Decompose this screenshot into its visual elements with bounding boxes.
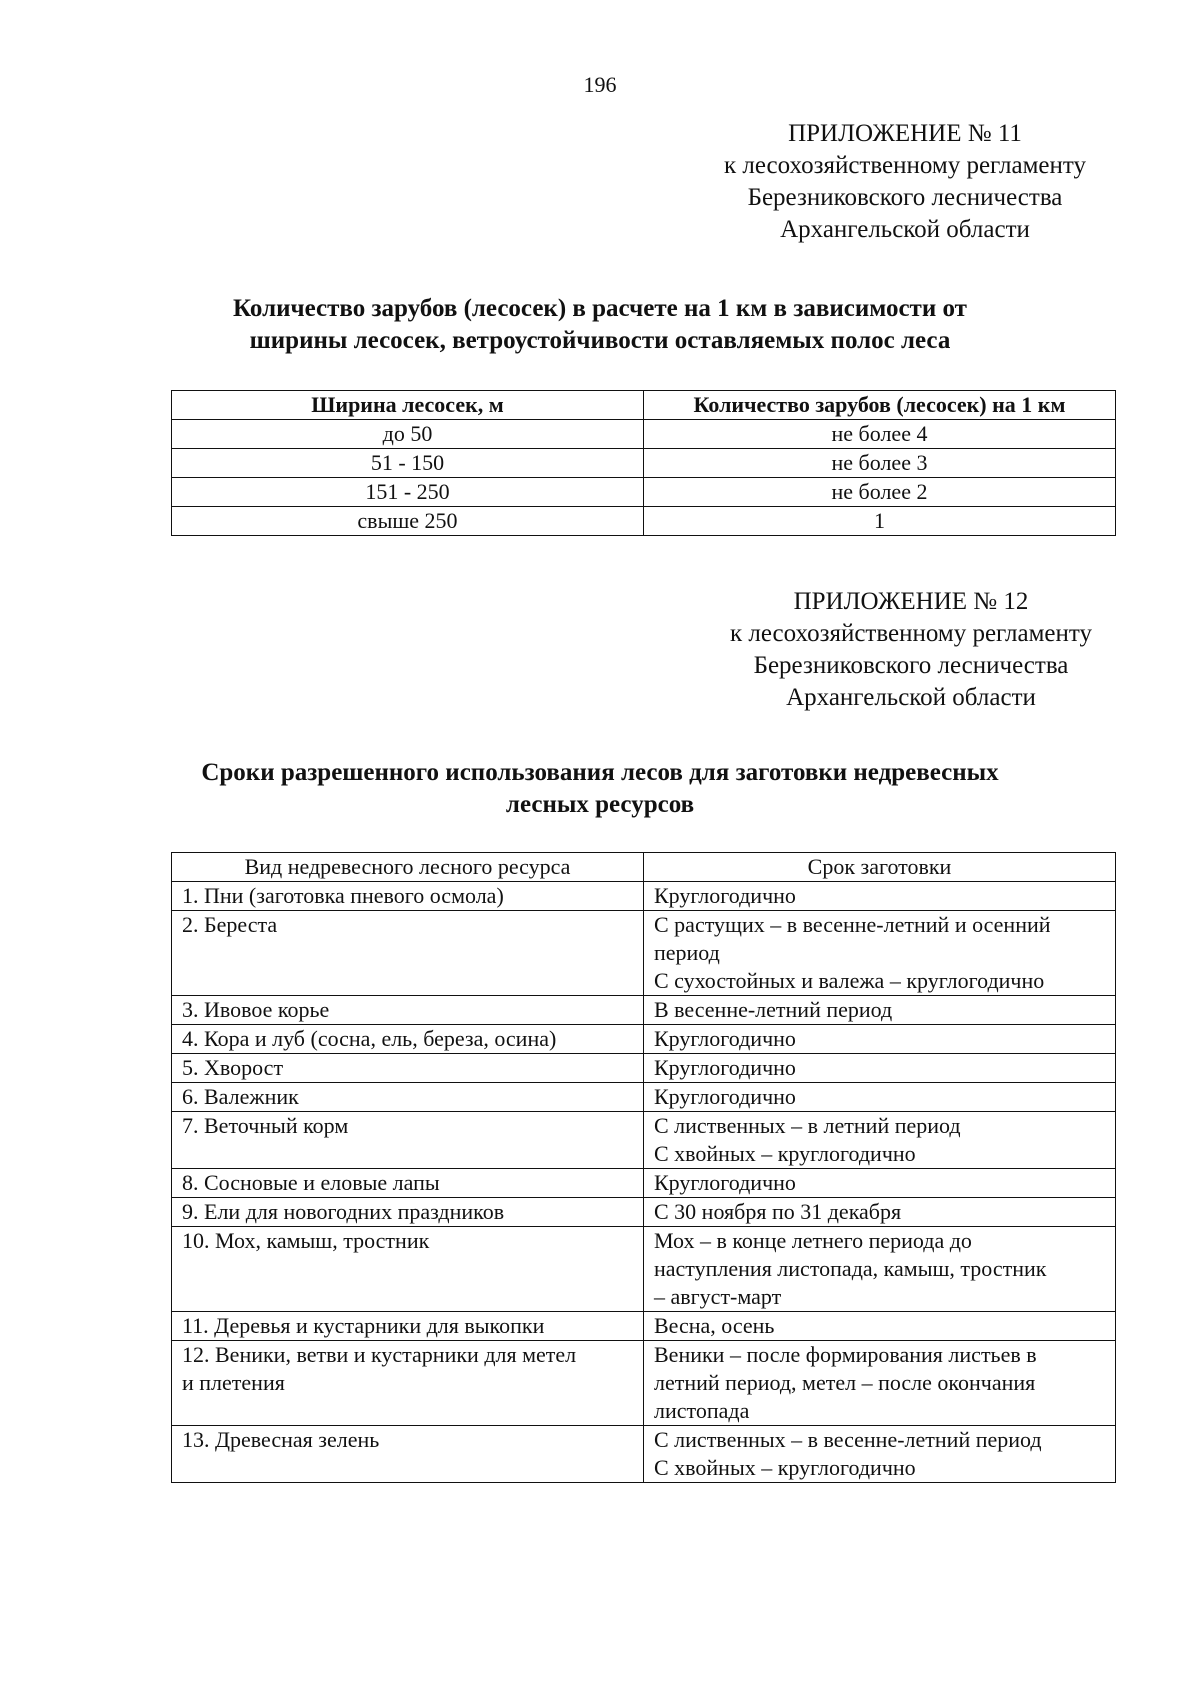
resource-cell: [172, 1341, 644, 1426]
appendix-11-line: Архангельской области: [780, 216, 1030, 243]
resource-cell-line: 7. Веточный корм: [182, 1113, 349, 1138]
table-row: [172, 1312, 1116, 1341]
resource-cell: [172, 882, 644, 911]
resource-cell: [172, 911, 644, 996]
period-cell-line: С растущих – в весенне-летний и осенний: [654, 912, 1051, 937]
period-cell-line: Круглогодично: [654, 1170, 796, 1195]
period-cell-line: летний период, метел – после окончания: [654, 1370, 1036, 1395]
table-row: [172, 1198, 1116, 1227]
table-row: [172, 420, 1116, 449]
appendix-11-line: к лесохозяйственному регламенту: [723, 152, 1087, 179]
resource-cell-line: 6. Валежник: [182, 1084, 299, 1109]
count-cell: не более 3: [644, 449, 1116, 478]
section-2-title: [150, 757, 1050, 821]
column-header-resource: Вид недревесного лесного ресурса: [172, 853, 644, 882]
period-cell-line: листопада: [654, 1398, 750, 1423]
table-row: [172, 1426, 1116, 1483]
section-2-title-line: лесных ресурсов: [505, 791, 695, 818]
period-cell-line: Круглогодично: [654, 1084, 796, 1109]
period-cell-line: В весенне-летний период: [654, 997, 893, 1022]
period-cell-line: С лиственных – в весенне-летний период: [654, 1427, 1042, 1452]
column-header-period: Срок заготовки: [644, 853, 1116, 882]
period-cell: [644, 1426, 1116, 1483]
period-cell-line: – август-март: [654, 1284, 782, 1309]
resource-cell: [172, 996, 644, 1025]
appendix-11-line: Березниковского лесничества: [747, 184, 1063, 211]
table-row: [172, 449, 1116, 478]
table-row: [172, 1169, 1116, 1198]
resource-cell: [172, 1312, 644, 1341]
section-1-title: [150, 293, 1050, 357]
appendix-12-header: [696, 586, 1126, 714]
period-cell: [644, 1198, 1116, 1227]
resource-cell-line: 1. Пни (заготовка пневого осмола): [182, 883, 504, 908]
period-cell-line: наступления листопада, камыш, тростник: [654, 1256, 1047, 1281]
table-row: [172, 1227, 1116, 1312]
column-header-width: Ширина лесосек, м: [172, 391, 644, 420]
table-row: [172, 1112, 1116, 1169]
resource-cell-line: и плетения: [182, 1370, 285, 1395]
table-row: [172, 507, 1116, 536]
period-cell-line: С лиственных – в летний период: [654, 1113, 961, 1138]
period-cell: [644, 1169, 1116, 1198]
section-1-title-line: ширины лесосек, ветроустойчивости оставляемых полос леса: [249, 327, 951, 354]
resource-cell-line: 8. Сосновые и еловые лапы: [182, 1170, 440, 1195]
table-body: [172, 882, 1116, 1483]
table-row: [172, 1054, 1116, 1083]
resource-cell-line: 4. Кора и луб (сосна, ель, береза, осина): [182, 1026, 557, 1051]
table-row: [172, 996, 1116, 1025]
resource-cell: [172, 1054, 644, 1083]
resource-cell: [172, 1227, 644, 1312]
count-cell: не более 2: [644, 478, 1116, 507]
appendix-12-line: к лесохозяйственному регламенту: [729, 620, 1093, 647]
width-cell: до 50: [172, 420, 644, 449]
appendix-12-title: ПРИЛОЖЕНИЕ № 12: [793, 588, 1029, 615]
section-2-title-line: Сроки разрешенного использования лесов для заготовки недревесных: [201, 759, 999, 786]
period-cell: [644, 1112, 1116, 1169]
period-cell-line: Мох – в конце летнего периода до: [654, 1228, 972, 1253]
table-header-row: [172, 391, 1116, 420]
period-cell-line: Круглогодично: [654, 883, 796, 908]
resource-cell: [172, 1083, 644, 1112]
resource-cell-line: 3. Ивовое корье: [182, 997, 330, 1022]
period-cell-line: С хвойных – круглогодично: [654, 1455, 916, 1480]
column-header-count: Количество зарубов (лесосек) на 1 км: [644, 391, 1116, 420]
resource-cell: [172, 1025, 644, 1054]
table-row: [172, 882, 1116, 911]
width-cell: 51 - 150: [172, 449, 644, 478]
period-cell-line: С сухостойных и валежа – круглогодично: [654, 968, 1045, 993]
section-1-title-line: Количество зарубов (лесосек) в расчете на 1 км в зависимости от: [233, 295, 967, 322]
period-cell-line: С 30 ноября по 31 декабря: [654, 1199, 902, 1224]
count-cell: 1: [644, 507, 1116, 536]
resource-cell: [172, 1112, 644, 1169]
period-cell-line: Круглогодично: [654, 1026, 796, 1051]
appendix-11-header: [690, 118, 1120, 246]
appendix-12-line: Архангельской области: [786, 684, 1036, 711]
period-cell-line: Весна, осень: [654, 1313, 775, 1338]
table-row: [172, 1083, 1116, 1112]
non-timber-resources-table: [171, 852, 1116, 1483]
period-cell: [644, 1227, 1116, 1312]
page-number: 196: [583, 72, 617, 97]
period-cell: [644, 996, 1116, 1025]
resource-cell: [172, 1169, 644, 1198]
resource-cell-line: 2. Береста: [182, 912, 278, 937]
table-header-row: [172, 853, 1116, 882]
period-cell: [644, 1312, 1116, 1341]
table-row: [172, 1025, 1116, 1054]
table-row: [172, 478, 1116, 507]
resource-cell: [172, 1426, 644, 1483]
width-cell: свыше 250: [172, 507, 644, 536]
table-row: [172, 1341, 1116, 1426]
table-row: [172, 911, 1116, 996]
period-cell: [644, 1341, 1116, 1426]
resource-cell-line: 13. Древесная зелень: [182, 1427, 380, 1452]
resource-cell-line: 5. Хворост: [182, 1055, 284, 1080]
appendix-12-line: Березниковского лесничества: [753, 652, 1069, 679]
period-cell: [644, 1054, 1116, 1083]
period-cell-line: Круглогодично: [654, 1055, 796, 1080]
resource-cell-line: 11. Деревья и кустарники для выкопки: [182, 1313, 545, 1338]
resource-cell: [172, 1198, 644, 1227]
period-cell: [644, 1083, 1116, 1112]
appendix-11-title: ПРИЛОЖЕНИЕ № 11: [788, 120, 1022, 147]
resource-cell-line: 10. Мох, камыш, тростник: [182, 1228, 430, 1253]
period-cell: [644, 1025, 1116, 1054]
period-cell-line: период: [654, 940, 720, 965]
resource-cell-line: 12. Веники, ветви и кустарники для метел: [182, 1342, 577, 1367]
period-cell-line: С хвойных – круглогодично: [654, 1141, 916, 1166]
period-cell: [644, 882, 1116, 911]
resource-cell-line: 9. Ели для новогодних праздников: [182, 1199, 505, 1224]
period-cell: [644, 911, 1116, 996]
count-cell: не более 4: [644, 420, 1116, 449]
period-cell-line: Веники – после формирования листьев в: [654, 1342, 1037, 1367]
cutting-areas-table: [171, 390, 1116, 536]
width-cell: 151 - 250: [172, 478, 644, 507]
